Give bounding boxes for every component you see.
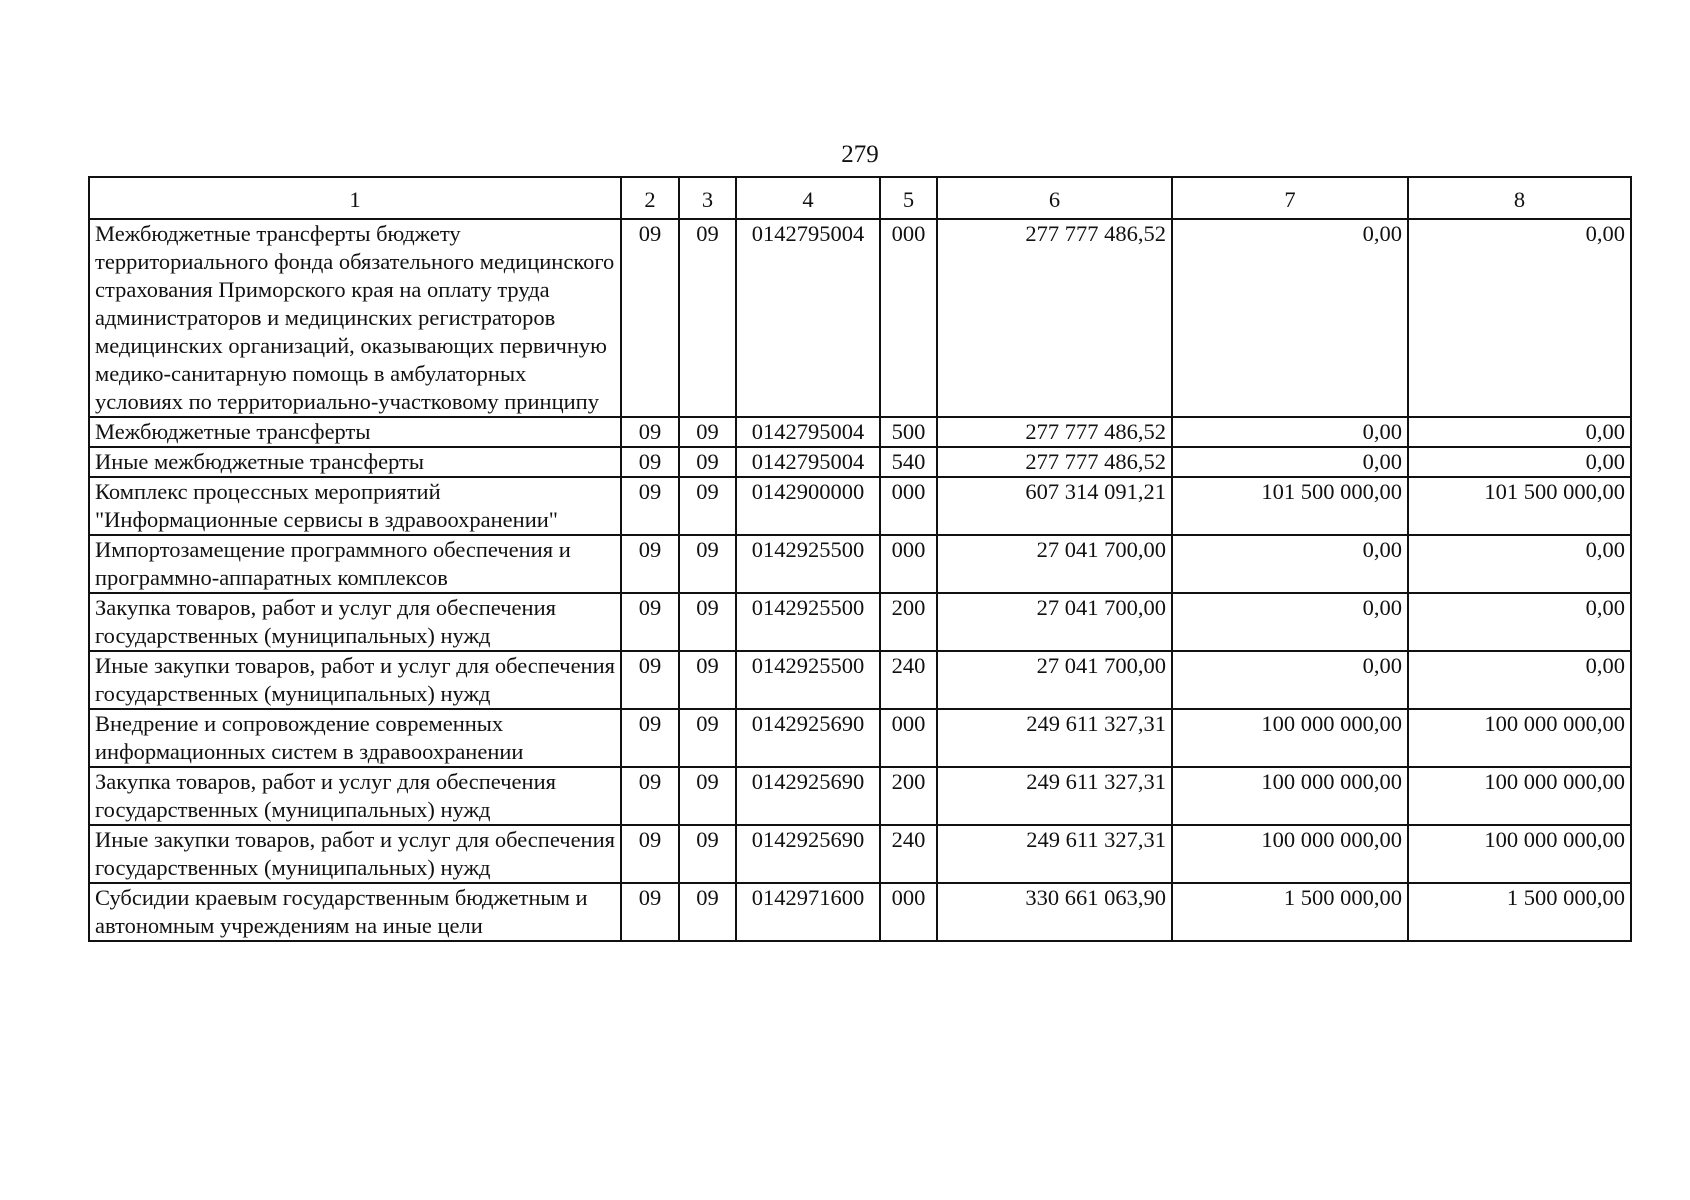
amount-col-6: 277 777 486,52 xyxy=(937,417,1172,447)
subsection-code: 09 xyxy=(679,651,736,709)
row-name: Закупка товаров, работ и услуг для обеспечения государственных (муниципальных) нужд xyxy=(89,593,621,651)
amount-col-8: 100 000 000,00 xyxy=(1408,709,1631,767)
amount-col-8: 0,00 xyxy=(1408,219,1631,417)
amount-col-8: 0,00 xyxy=(1408,447,1631,477)
section-code: 09 xyxy=(621,883,679,941)
budget-table xyxy=(88,176,1632,942)
subsection-code: 09 xyxy=(679,825,736,883)
amount-col-7: 0,00 xyxy=(1172,417,1408,447)
target-article-code: 0142925500 xyxy=(736,593,880,651)
row-name: Иные закупки товаров, работ и услуг для обеспечения государственных (муниципальных) нужд xyxy=(89,651,621,709)
section-code: 09 xyxy=(621,593,679,651)
amount-col-6: 277 777 486,52 xyxy=(937,219,1172,417)
amount-col-8: 101 500 000,00 xyxy=(1408,477,1631,535)
subsection-code: 09 xyxy=(679,447,736,477)
row-name: Импортозамещение программного обеспечения и программно-аппаратных комплексов xyxy=(89,535,621,593)
amount-col-6: 27 041 700,00 xyxy=(937,593,1172,651)
amount-col-7: 100 000 000,00 xyxy=(1172,825,1408,883)
table-row xyxy=(89,651,1631,709)
column-header: 2 xyxy=(621,177,679,219)
row-name: Комплекс процессных мероприятий "Информационные сервисы в здравоохранении" xyxy=(89,477,621,535)
table-row xyxy=(89,219,1631,417)
table-row xyxy=(89,883,1631,941)
table-row xyxy=(89,767,1631,825)
column-header: 7 xyxy=(1172,177,1408,219)
column-header: 6 xyxy=(937,177,1172,219)
expense-type-code: 540 xyxy=(880,447,937,477)
table-row xyxy=(89,535,1631,593)
table-row xyxy=(89,417,1631,447)
subsection-code: 09 xyxy=(679,219,736,417)
amount-col-7: 0,00 xyxy=(1172,651,1408,709)
column-number-row xyxy=(89,177,1631,219)
amount-col-6: 249 611 327,31 xyxy=(937,825,1172,883)
page-number: 279 xyxy=(841,141,879,168)
amount-col-6: 27 041 700,00 xyxy=(937,535,1172,593)
subsection-code: 09 xyxy=(679,767,736,825)
target-article-code: 0142925690 xyxy=(736,767,880,825)
section-code: 09 xyxy=(621,767,679,825)
amount-col-8: 100 000 000,00 xyxy=(1408,767,1631,825)
expense-type-code: 000 xyxy=(880,219,937,417)
target-article-code: 0142795004 xyxy=(736,219,880,417)
expense-type-code: 000 xyxy=(880,477,937,535)
expense-type-code: 240 xyxy=(880,825,937,883)
subsection-code: 09 xyxy=(679,535,736,593)
subsection-code: 09 xyxy=(679,593,736,651)
row-name: Внедрение и сопровождение современных информационных систем в здравоохранении xyxy=(89,709,621,767)
target-article-code: 0142925500 xyxy=(736,535,880,593)
amount-col-7: 1 500 000,00 xyxy=(1172,883,1408,941)
section-code: 09 xyxy=(621,417,679,447)
amount-col-8: 0,00 xyxy=(1408,651,1631,709)
expense-type-code: 000 xyxy=(880,883,937,941)
subsection-code: 09 xyxy=(679,709,736,767)
section-code: 09 xyxy=(621,535,679,593)
table-row xyxy=(89,825,1631,883)
row-name: Иные межбюджетные трансферты xyxy=(89,447,621,477)
target-article-code: 0142795004 xyxy=(736,417,880,447)
amount-col-7: 100 000 000,00 xyxy=(1172,709,1408,767)
table-row xyxy=(89,593,1631,651)
table-row xyxy=(89,709,1631,767)
column-header: 1 xyxy=(89,177,621,219)
target-article-code: 0142925500 xyxy=(736,651,880,709)
target-article-code: 0142795004 xyxy=(736,447,880,477)
row-name: Закупка товаров, работ и услуг для обеспечения государственных (муниципальных) нужд xyxy=(89,767,621,825)
amount-col-8: 1 500 000,00 xyxy=(1408,883,1631,941)
table-row xyxy=(89,477,1631,535)
amount-col-8: 100 000 000,00 xyxy=(1408,825,1631,883)
section-code: 09 xyxy=(621,825,679,883)
section-code: 09 xyxy=(621,447,679,477)
amount-col-7: 0,00 xyxy=(1172,535,1408,593)
section-code: 09 xyxy=(621,709,679,767)
expense-type-code: 000 xyxy=(880,709,937,767)
section-code: 09 xyxy=(621,651,679,709)
amount-col-7: 0,00 xyxy=(1172,447,1408,477)
column-header: 3 xyxy=(679,177,736,219)
expense-type-code: 240 xyxy=(880,651,937,709)
amount-col-6: 277 777 486,52 xyxy=(937,447,1172,477)
subsection-code: 09 xyxy=(679,883,736,941)
expense-type-code: 200 xyxy=(880,767,937,825)
amount-col-6: 607 314 091,21 xyxy=(937,477,1172,535)
amount-col-6: 330 661 063,90 xyxy=(937,883,1172,941)
target-article-code: 0142971600 xyxy=(736,883,880,941)
table-row xyxy=(89,447,1631,477)
section-code: 09 xyxy=(621,477,679,535)
amount-col-7: 101 500 000,00 xyxy=(1172,477,1408,535)
column-header: 8 xyxy=(1408,177,1631,219)
row-name: Межбюджетные трансферты бюджету территориального фонда обязательного медицинского страхования Приморского края на оплату труда администраторов и медицинских регистраторов медицинских организаций, оказывающих первичную медико-санитарную помощь в амбулаторных условиях по территориально-участковому принципу xyxy=(89,219,621,417)
column-header: 5 xyxy=(880,177,937,219)
amount-col-6: 249 611 327,31 xyxy=(937,767,1172,825)
row-name: Субсидии краевым государственным бюджетным и автономным учреждениям на иные цели xyxy=(89,883,621,941)
expense-type-code: 500 xyxy=(880,417,937,447)
target-article-code: 0142900000 xyxy=(736,477,880,535)
subsection-code: 09 xyxy=(679,417,736,447)
row-name: Иные закупки товаров, работ и услуг для обеспечения государственных (муниципальных) нужд xyxy=(89,825,621,883)
amount-col-7: 0,00 xyxy=(1172,219,1408,417)
amount-col-6: 27 041 700,00 xyxy=(937,651,1172,709)
amount-col-8: 0,00 xyxy=(1408,535,1631,593)
subsection-code: 09 xyxy=(679,477,736,535)
target-article-code: 0142925690 xyxy=(736,709,880,767)
amount-col-8: 0,00 xyxy=(1408,593,1631,651)
row-name: Межбюджетные трансферты xyxy=(89,417,621,447)
section-code: 09 xyxy=(621,219,679,417)
target-article-code: 0142925690 xyxy=(736,825,880,883)
amount-col-7: 0,00 xyxy=(1172,593,1408,651)
expense-type-code: 000 xyxy=(880,535,937,593)
amount-col-7: 100 000 000,00 xyxy=(1172,767,1408,825)
amount-col-6: 249 611 327,31 xyxy=(937,709,1172,767)
column-header: 4 xyxy=(736,177,880,219)
amount-col-8: 0,00 xyxy=(1408,417,1631,447)
expense-type-code: 200 xyxy=(880,593,937,651)
